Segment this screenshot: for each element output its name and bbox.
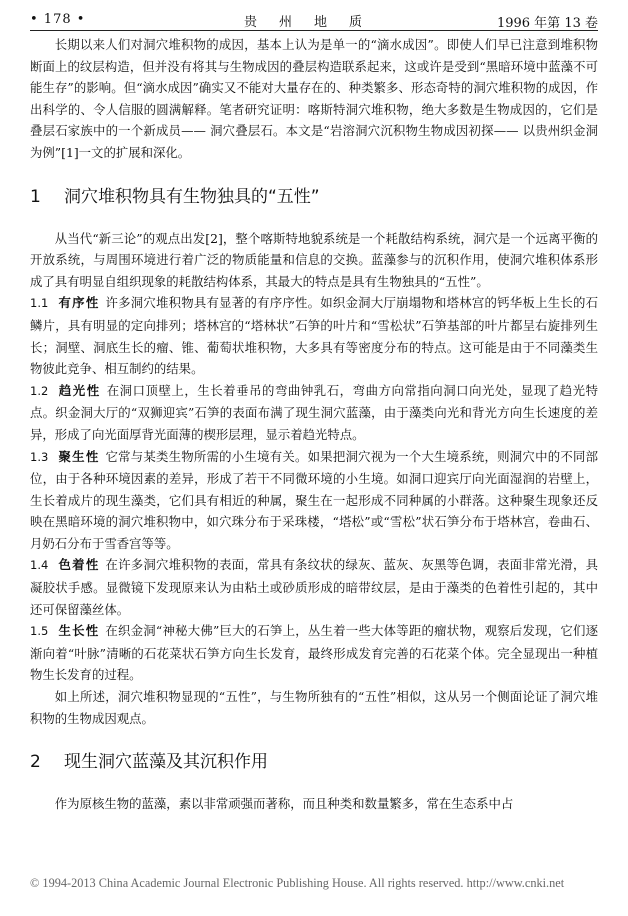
summary-paragraph: 如上所述，洞穴堆积物显现的“五性”，与生物所独有的“五性”相似，这从另一个侧面论证了洞穴堆积物的生物成因观点。 xyxy=(30,689,598,726)
subsection-1-3 xyxy=(30,446,598,555)
section-heading-2 xyxy=(30,751,598,773)
intro-paragraph: 长期以来人们对洞穴堆积物的成因，基本上认为是单一的“滴水成因”。即使人们早已注意到堆积物断面上的纹层构造，但并没有将其与生物成因的叠层构造联系起来，这或许是受到“黑暗环境中蓝藻不可能生存”的影响。但“滴水成因”确实又不能对大量存在的、种类繁多、形态奇特的洞穴堆积物的成因，作出科学的、令人信服的圆满解释。笔者研究证明：喀斯特洞穴堆积物，绝大多数是生物成因的，它们是叠层石家族中的一个新成员—— 洞穴叠层石。本文是“岩溶洞穴沉积物生物成因初探—— 以贵州织金洞为例”[1]一文的扩展和深化。 xyxy=(30,37,598,160)
issue-info: 1996 年第 13 卷 xyxy=(496,16,598,31)
subsection-number: 1.5 xyxy=(30,624,49,639)
heading-number: 2 xyxy=(30,752,41,773)
journal-name: 贵州地质 xyxy=(243,15,385,30)
subsection-1-2 xyxy=(30,380,598,446)
subsection-text: 在织金洞“神秘大佛”巨大的石笋上，丛生着一些大体等距的瘤状物，观察后发现，它们逐渐向着“叶脉”清晰的石花菜状石笋方向生长发育，最终形成发育完善的石花菜个体。完全显现出一种植物生长发育的过程。 xyxy=(30,623,599,683)
page-number: • 178 • xyxy=(30,12,86,27)
copyright-footer: © 1994-2013 China Academic Journal Electronic Publishing House. All rights reserved. http://www.cnki.net xyxy=(30,876,565,890)
heading-number: 1 xyxy=(30,186,41,207)
heading-title: 现生洞穴蓝藻及其沉积作用 xyxy=(64,752,268,773)
section2-paragraph: 作为原核生物的蓝藻，素以非常顽强而著称，而且种类和数量繁多，常在生态系中占 xyxy=(54,796,514,812)
subsection-title: 聚生性 xyxy=(58,448,100,464)
subsection-1-1 xyxy=(30,292,598,379)
subsection-number: 1.2 xyxy=(30,383,49,398)
subsection-title: 有序性 xyxy=(58,295,100,311)
subsection-text: 它常与某类生物所需的小生境有关。如果把洞穴视为一个大生境系统，则洞穴中的不同部位，由于各种环境因素的差异，形成了若干不同微环境的小生境。如洞口迎宾厅向光面湿润的岩壁上，生长着成片的现生藻类，它们具有相近的种属，聚生在一起形成不同种属的小群落。这种聚生现象还反映在黑暗环境的洞穴堆积物中，如穴珠分布于采珠楼，“塔松”或“雪松”状石笋分布于塔林宫，卷曲石、月奶石分布于雪香宫等等。 xyxy=(30,448,599,551)
subsection-text: 在洞口顶壁上，生长着垂吊的弯曲钟乳石，弯曲方向常指向洞口向光处，显现了趋光特点。织金洞大厅的“双狮迎宾”石笋的表面布满了现生洞穴蓝藻，由于藻类向光和背光方向生长速度的差异，形成了向光面厚背光面薄的楔形层理，显示着趋光特点。 xyxy=(30,382,599,442)
subsection-title: 生长性 xyxy=(58,623,100,639)
subsection-text: 许多洞穴堆积物具有显著的有序序性。如织金洞大厅崩塌物和塔林宫的钙华板上生长的石鳞片，具有明显的定向排列；塔林宫的“塔林状”石笋的叶片和“雪松状”石笋基部的叶片都呈右旋排列生长；洞壁、洞底生长的瘤、锥、葡萄状堆积物，大多具有等密度分布的特点。这可能是由于不同藻类生物彼此竞争、相互制约的结果。 xyxy=(30,295,599,377)
subsection-text: 在许多洞穴堆积物的表面，常具有条纹状的绿灰、蓝灰、灰黑等色调，表面非常光滑，具凝胶状手感。显微镜下发现原来认为由粘土或砂质形成的暗带纹层，是由于藻类的色着性引起的，其中还可保留藻丝体。 xyxy=(30,557,599,617)
section1-paragraph: 从当代“新三论”的观点出发[2]，整个喀斯特地貌系统是一个耗散结构系统，洞穴是一个远离平衡的开放系统，与周围环境进行着广泛的物质能量和信息的交换。蓝藻参与的沉积作用，使洞穴堆积体系形成了具有明显自组织现象的耗散结构体系，其最大的特点是具有生物独具的“五性”。 xyxy=(30,230,598,289)
subsection-number: 1.1 xyxy=(30,296,49,311)
heading-title: 洞穴堆积物具有生物独具的“五性” xyxy=(64,186,320,207)
subsection-1-5 xyxy=(30,620,598,686)
subsection-number: 1.3 xyxy=(30,449,49,464)
subsection-title: 色着性 xyxy=(58,557,100,573)
subsection-number: 1.4 xyxy=(30,558,49,573)
article-body xyxy=(30,34,598,815)
section-heading-1 xyxy=(30,186,598,208)
subsection-1-4 xyxy=(30,554,598,620)
subsection-title: 趋光性 xyxy=(58,382,101,398)
running-header xyxy=(30,8,598,31)
